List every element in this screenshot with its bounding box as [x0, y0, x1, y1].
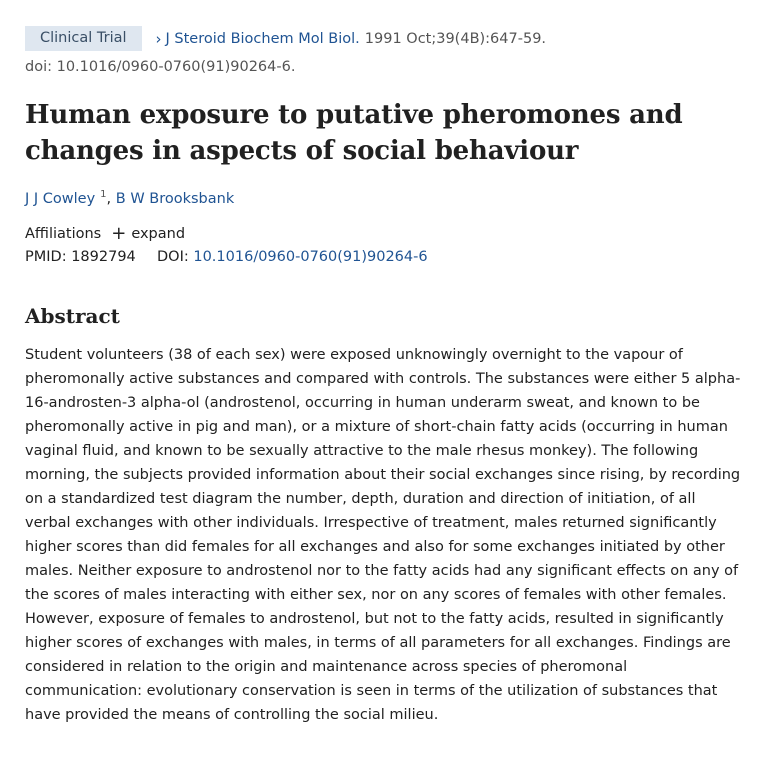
pmid-value: 1892794 — [71, 249, 136, 265]
plus-icon: + — [111, 223, 127, 244]
article-page — [25, 26, 743, 727]
author-affiliation-number[interactable]: 1 — [100, 189, 107, 200]
citation-doi: doi: 10.1016/0960-0760(91)90264-6. — [25, 59, 296, 75]
author-link[interactable]: B W Brooksbank — [115, 190, 235, 207]
article-title: Human exposure to putative pheromones and changes in aspects of social behaviour — [25, 100, 683, 166]
author-list — [25, 189, 743, 211]
abstract-text: Student volunteers (38 of each sex) were exposed unknowingly overnight to the vapour of pheromonally active substances and compared with controls. The substances were either 5 alpha-16-androsten-3 alpha-ol (androstenol, occurring in human underarm sweat, and known to be pheromonally active in pig and man), or a mixture of short-chain fatty acids (occurring in human vaginal fluid, and known to be sexually attractive to the male rhesus monkey). The following morning, the subjects provided information about their social exchanges since rising, by recording on a standardized test diagram the number, depth, duration and direction of initiation, of all verbal exchanges with other individuals. Irrespective of treatment, males returned significantly higher scores than did females for all exchanges and also for some exchanges initiated by other males. Neither exposure to androstenol nor to the fatty acids had any significant effects on any of the scores of males interacting with either sex, nor on any scores of females with other females. However, exposure of females to androstenol, but not to the fatty acids, resulted in significantly higher scores of exchanges with males, in terms of all parameters for all exchanges. Findings are considered in relation to the origin and maintenance across species of pheromonal communication: evolutionary conservation is seen in terms of the utilization of substances that have provided the means of controlling the social milieu. — [25, 347, 741, 723]
expand-label: expand — [131, 226, 186, 242]
affiliations-label: Affiliations — [25, 226, 102, 242]
citation-row — [25, 26, 743, 51]
author-separator: , — [106, 190, 112, 207]
chevron-right-icon: › — [155, 29, 162, 48]
publication-type-badge: Clinical Trial — [25, 26, 142, 51]
abstract-heading: Abstract — [25, 304, 120, 328]
expand-affiliations-button[interactable] — [111, 225, 185, 243]
affiliations-row — [25, 223, 743, 245]
author-link[interactable]: J J Cowley — [25, 190, 96, 207]
journal-link[interactable]: J Steroid Biochem Mol Biol. — [165, 30, 360, 47]
pmid-label: PMID: — [25, 249, 67, 265]
identifiers-row — [25, 249, 743, 271]
doi-link[interactable]: 10.1016/0960-0760(91)90264-6 — [193, 249, 428, 265]
citation-details: 1991 Oct;39(4B):647-59. — [364, 30, 547, 47]
doi-label: DOI: — [157, 249, 189, 265]
